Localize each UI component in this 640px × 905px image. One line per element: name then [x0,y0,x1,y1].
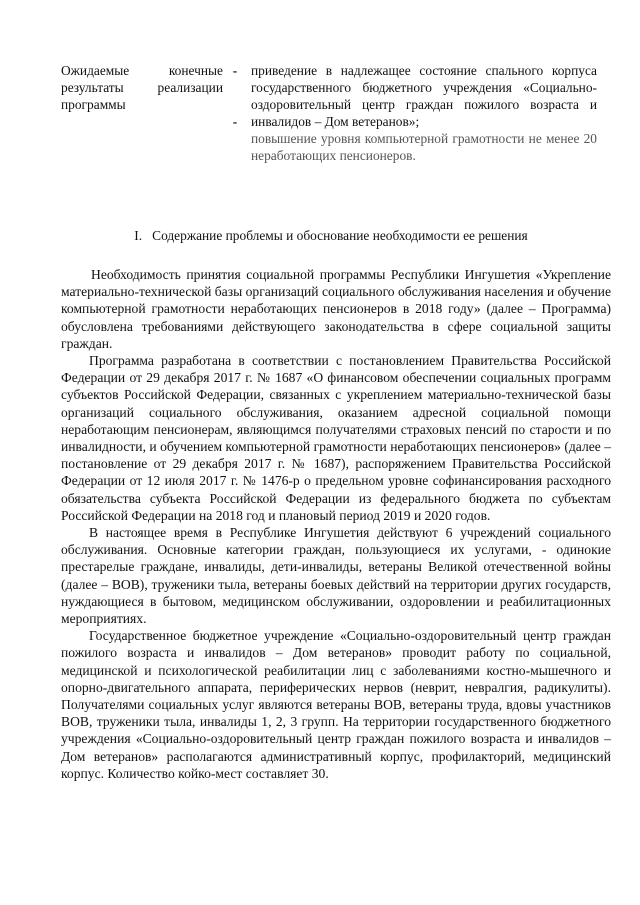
section-heading: I. Содержание проблемы и обоснование необходимости ее решения [134,228,528,243]
list-dash-2: - [232,114,238,129]
document-body [61,266,611,782]
paragraph-3: В настоящее время в Республике Ингушетия действуют 6 учреждений социального обслуживания. Основные категории граждан, пользующиеся их услугами, - одинокие престарелые граждане, инвалиды, дети-инвалиды, ветераны Великой отечественной войны (далее – ВОВ), труженики тыла, ветераны боевых действий на территории других государств, нуждающиеся в бытовом, медицинском обслуживании, оздоровлении и реабилитационных мероприятиях. [61,525,611,627]
expected-result-item-2: повышение уровня компьютерной грамотности не менее 20 неработающих пенсионеров. [251,131,597,163]
expected-result-item-1: приведение в надлежащее состояние спального корпуса государственного бюджетного учреждения «Социально-оздоровительный центр граждан пожилого возраста и инвалидов – Дом ветеранов»; [251,63,597,129]
paragraph-1: Необходимость принятия социальной программы Республики Ингушетия «Укрепление материально-технической базы организаций социального обслуживания населения и обучение компьютерной грамотности неработающих пенсионеров в 2018 году» (далее – Программа) обусловлена требованиями действующего законодательства в сфере социальной защиты граждан. [61,267,611,351]
paragraph-4: Государственное бюджетное учреждение «Социально-оздоровительный центр граждан пожилого возраста и инвалидов – Дом ветеранов» проводит работу по социальной, медицинской и психологической реабилитации лиц с заболеваниями костно-мышечного и опорно-двигательного аппарата, периферических нервов (неврит, невралгия, радикулиты). Получателями социальных услуг являются ветераны ВОВ, ветераны труда, вдовы участников ВОВ, труженики тыла, инвалиды 1, 2, 3 групп. На территории государственного бюджетного учреждения «Социально-оздоровительный центр граждан пожилого возраста и инвалидов – Дом ветеранов» располагаются административный корпус, профилакторий, медицинский корпус. Количество койко-мест составляет 30. [61,628,611,781]
paragraph-2: Программа разработана в соответствии с постановлением Правительства Российской Федерации от 29 декабря 2017 г. № 1687 «О финансовом обеспечении социальных программ субъектов Российской Федерации, связанных с укреплением материально-технической базы организаций социального обслуживания, оказанием адресной социальной помощи неработающим пенсионерам, являющимся получателями страховых пенсий по старости и по инвалидности, и обучением компьютерной грамотности неработающих пенсионеров» (далее – постановление от 29 декабря 2017 г. № 1687), распоряжением Правительства Российской Федерации от 12 июля 2017 г. № 1476-р о предельном уровне софинансирования расходного обязательства субъекта Российской Федерации из федерального бюджета по субъектам Российской Федерации на 2018 год и плановый период 2019 и 2020 годов. [61,353,611,523]
expected-results-label: Ожидаемые конечные результаты реализации программы [61,63,223,112]
list-dash-1: - [232,63,238,78]
expected-results-list [251,62,597,164]
